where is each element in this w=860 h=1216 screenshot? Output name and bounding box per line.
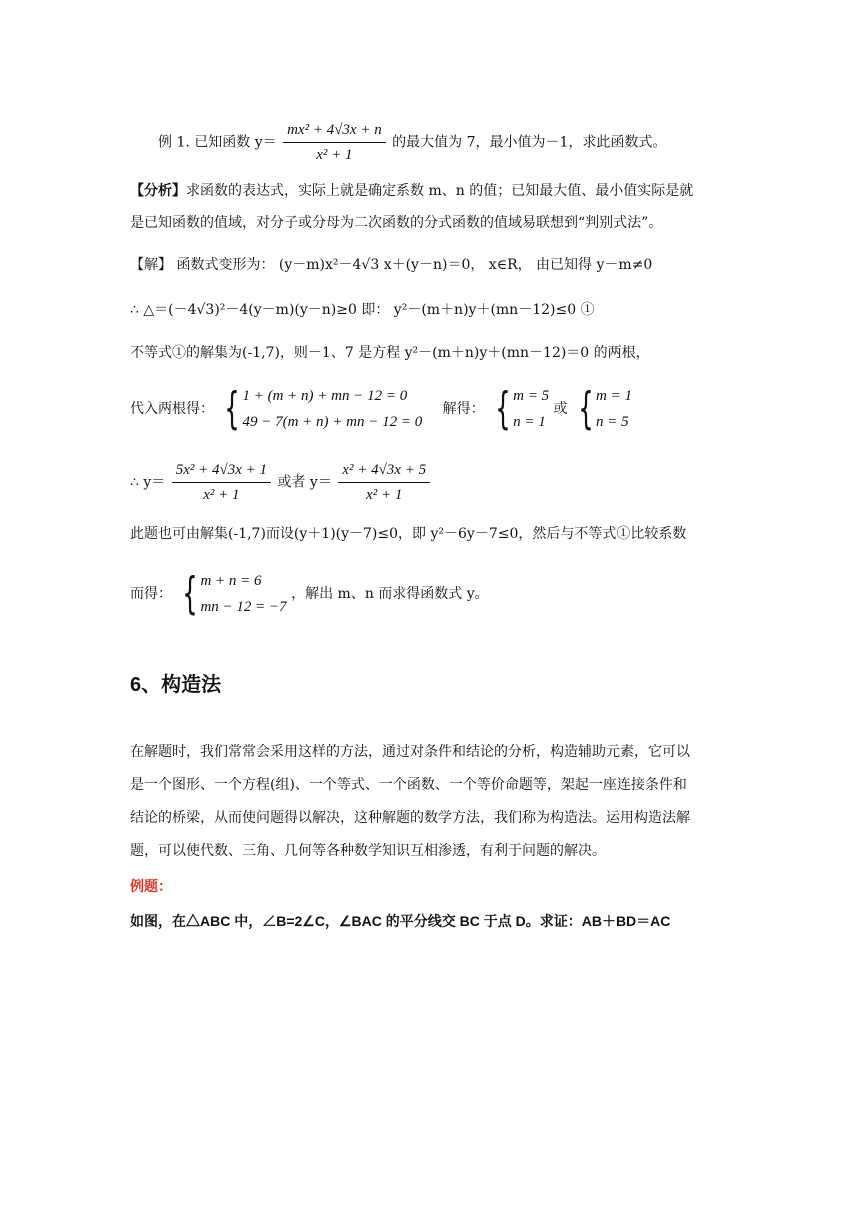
- section-paragraph-1: 在解题时，我们常常会采用这样的方法，通过对条件和结论的分析，构造辅助元素，它可以: [130, 744, 690, 760]
- result-fraction-1: $\frac{\text{5x² + 4√3x + 1}}{\text{x² + 1}}$: [172, 460, 271, 505]
- solution-tag: 【解】: [130, 257, 172, 273]
- alt-method-line: 此题也可由解集(-1,7)而设(y＋1)(y－7)≤0，即 y²－6y－7≤0，然后与不等式①比较系数: [130, 526, 687, 542]
- section-paragraph-2: 是一个图形、一个方程(组)、一个等式、一个函数、一个等价命题等，架起一座连接条件和: [130, 777, 687, 793]
- section-heading: 6、构造法: [130, 674, 222, 696]
- solution-line-3: 不等式①的解集为(-1,7)，则－1、7 是方程 y²－(m＋n)y＋(mn－12)＝0 的两根，: [130, 345, 650, 361]
- example1-prefix: 例 1. 已知函数 y＝: [158, 134, 277, 151]
- fraction-numerator: mx² + 4√3x + n: [283, 120, 386, 143]
- alt-method-system-line: 而得： { m + n = 6 mn − 12 = −7 ，解出 m、n 而求得函数式 y。: [130, 568, 489, 619]
- result-fraction-2: $\frac{\text{x² + 4√3x + 5}}{\text{x² + 1}}$: [338, 460, 430, 505]
- analysis-tag: 【分析】: [130, 182, 186, 198]
- example1-fraction: [283, 120, 386, 165]
- example-label: 例题：: [130, 878, 172, 894]
- equation-system-2: { m = 5 n = 1: [495, 383, 550, 434]
- example-problem: 如图，在△ABC 中，∠B=2∠C，∠BAC 的平分线交 BC 于点 D。求证：AB＋BD＝AC: [130, 913, 671, 929]
- solution-line-4: 代入两根得： { 1 + (m + n) + mn − 12 = 0 49 − 7(m + n) + mn − 12 = 0 解得： { m = 5 n = 1 或 { m = 1 n = 5: [130, 383, 632, 434]
- equation-system-4: { m + n = 6 mn − 12 = −7: [182, 568, 287, 619]
- section-paragraph-4: 题，可以使代数、三角、几何等各种数学知识互相渗透，有利于问题的解决。: [130, 843, 606, 859]
- example1-suffix: 的最大值为 7，最小值为－1，求此函数式。: [392, 134, 667, 151]
- equation-system-1: { 1 + (m + n) + mn − 12 = 0 49 − 7(m + n) + mn − 12 = 0: [224, 383, 423, 434]
- solution-line-1: 【解】 函数式变形为： (y－m)x²－4√3 x＋(y－n)＝0， x∈R， 由已知得 y－m≠0: [130, 257, 653, 273]
- example1-line: [158, 120, 666, 165]
- analysis-line-2: 是已知函数的值域，对分子或分母为二次函数的分式函数的值域易联想到“判别式法”。: [130, 215, 663, 231]
- section-paragraph-3: 结论的桥梁，从而使问题得以解决，这种解题的数学方法，我们称为构造法。运用构造法解: [130, 810, 690, 826]
- fraction-denominator: x² + 1: [316, 147, 353, 163]
- analysis-line-1: 【分析】求函数的表达式，实际上就是确定系数 m、n 的值；已知最大值、最小值实际是就: [130, 182, 694, 199]
- equation-system-3: { m = 1 n = 5: [578, 383, 632, 434]
- solution-result-line: ∴ y＝ $\frac{\text{5x² + 4√3x + 1}}{\text{x² + 1}}$ 或者 y＝ $\frac{\text{x² + 4√3x + 5}}{\text{x² + 1}}$: [130, 460, 432, 505]
- solution-line-2: ∴ △＝(－4√3)²－4(y－m)(y－n)≥0 即： y²－(m＋n)y＋(mn－12)≤0 ①: [130, 302, 595, 318]
